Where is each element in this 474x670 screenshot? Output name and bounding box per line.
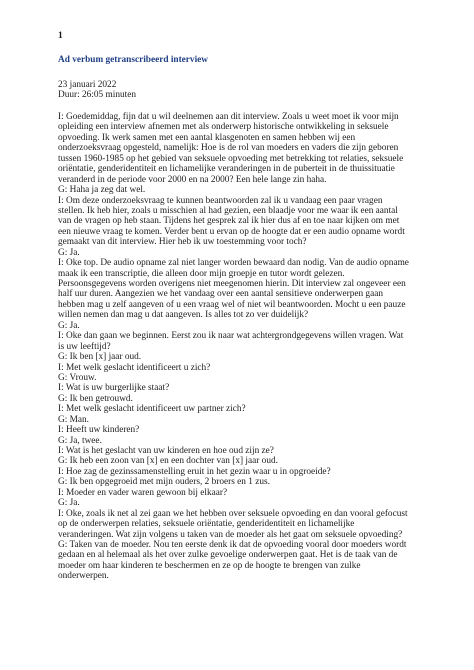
transcript-line: I: Om deze onderzoeksvraag te kunnen beantwoorden zal ik u vandaag een paar vragen	[58, 195, 383, 206]
transcript-line: hebben mag u zelf aangeven of u een vraag wel of niet wil beantwoorden. Mocht u een pauze	[58, 299, 406, 310]
page-number: 1	[58, 31, 63, 41]
transcript-body	[58, 112, 423, 582]
transcript-line: I: Met welk geslacht identificeert u zich?	[58, 362, 211, 373]
transcript-line: gemaakt van dit interview. Hier heb ik uw toestemming voor toch?	[58, 237, 307, 248]
transcript-line: G: Ik ben getrouwd.	[58, 393, 133, 404]
transcript-line: half uur duren. Aangezien we het vandaag over een aantal sensitieve onderwerpen gaan	[58, 289, 383, 300]
transcript-line: gedaan en al helemaal als het over zulke gevoelige onderwerpen gaat. Het is de taak van de	[58, 550, 398, 561]
transcript-line: onderwerpen.	[58, 571, 109, 582]
transcript-line: maak ik een transcriptie, die alleen door mijn groepje en tutor wordt gelezen.	[58, 268, 345, 279]
document-title: Ad verbum getranscribeerd interview	[58, 55, 209, 65]
transcript-line: onderzoeksvraag opgesteld, namelijk: Hoe is de rol van moeders en vaders die zijn geboren	[58, 143, 399, 154]
transcript-line: I: Wat is het geslacht van uw kinderen en hoe oud zijn ze?	[58, 446, 274, 456]
transcript-line: G: Ik ben [x] jaar oud.	[58, 352, 142, 363]
transcript-line: veranderd in de periode voor 2000 en na 2000? Een hele lange zin haha.	[58, 174, 327, 185]
transcript-line: oriëntatie, genderidentiteit en lichamelijke veranderingen in de puberteit in de thuissituatie	[58, 164, 395, 175]
transcript-line: op de onderwerpen relaties, seksuele oriëntatie, genderidentiteit en lichamelijke	[58, 519, 355, 530]
transcript-line: I: Met welk geslacht identificeert uw partner zich?	[58, 404, 246, 415]
transcript-line: stellen. Ik heb hier, zoals u misschien al had gezien, een blaadje voor me waar ik een aantal	[58, 205, 398, 216]
transcript-line: I: Hoe zag de gezinssamenstelling eruit in het gezin waar u in opgroeide?	[58, 466, 331, 477]
transcript-line: van de vragen op heb staan. Tijdens het gesprek zal ik hier dus af en toe naar kijken om met	[58, 216, 400, 227]
transcript-line: I: Moeder en vader waren gewoon bij elkaar?	[58, 487, 228, 498]
interview-duration: Duur: 26:05 minuten	[58, 90, 136, 100]
transcript-line: I: Heeft uw kinderen?	[58, 425, 140, 436]
transcript-line: is uw leeftijd?	[58, 341, 111, 352]
transcript-line: G: Haha ja zeg dat wel.	[58, 185, 146, 196]
interview-date: 23 januari 2022	[58, 80, 117, 90]
transcript-line: willen nemen dan mag u dat aangeven. Is alles tot zo ver duidelijk?	[58, 310, 309, 321]
transcript-line: een nieuwe vraag te komen. Verder bent u ervan op de hoogte dat er een audio opname wordt	[58, 226, 405, 237]
transcript-line: opvoeding. Ik werk samen met een aantal klasgenoten en samen hebben wij een	[58, 132, 356, 143]
transcript-line: I: Oke top. De audio opname zal niet langer worden bewaard dan nodig. Van de audio opname	[58, 258, 409, 269]
transcript-line: G: Ik ben opgegroeid met mijn ouders, 2 broers en 1 zus.	[58, 477, 270, 488]
transcript-line: I: Goedemiddag, fijn dat u wil deelnemen aan dit interview. Zoals u weet moet ik voor mijn	[58, 112, 399, 122]
transcript-line: moeder om haar kinderen te beschermen en ze op de hoogte te brengen van zulke	[58, 560, 361, 571]
transcript-line: I: Oke dan gaan we beginnen. Eerst zou ik naar wat achtergrondgegevens willen vragen. Wat	[58, 331, 404, 342]
transcript-line: G: Ja.	[58, 498, 80, 509]
transcript-line: G: Ja.	[58, 320, 80, 331]
transcript-line: G: Vrouw.	[58, 372, 97, 383]
transcript-line: Persoonsgegevens worden overigens niet meegenomen hierin. Dit interview zal ongeveer een	[58, 279, 406, 289]
transcript-line: G: Man.	[58, 414, 89, 425]
transcript-line: veranderingen. Wat zijn volgens u taken van de moeder als het gaat om seksuele opvoeding?	[58, 529, 403, 540]
transcript-line: I: Wat is uw burgerlijke staat?	[58, 383, 170, 394]
transcript-line: G: Ja, twee.	[58, 435, 102, 446]
transcript-line: G: Ja.	[58, 247, 80, 258]
transcript-line: opleiding een interview afnemen met als onderwerp historische ontwikkeling in seksuele	[58, 122, 389, 133]
transcript-line: G: Taken van de moeder. Nou ten eerste denk ik dat de opvoeding vooral door moeders wordt	[58, 539, 407, 550]
transcript-line: I: Oke, zoals ik net al zei gaan we het hebben over seksuele opvoeding en dan vooral gefocust	[58, 508, 408, 519]
transcript-line: tussen 1960-1985 op het gebied van seksuele opvoeding met betrekking tot relaties, seksuele	[58, 153, 404, 164]
transcript-line: G: Ik heb een zoon van [x] en een dochter van [x] jaar oud.	[58, 456, 278, 467]
